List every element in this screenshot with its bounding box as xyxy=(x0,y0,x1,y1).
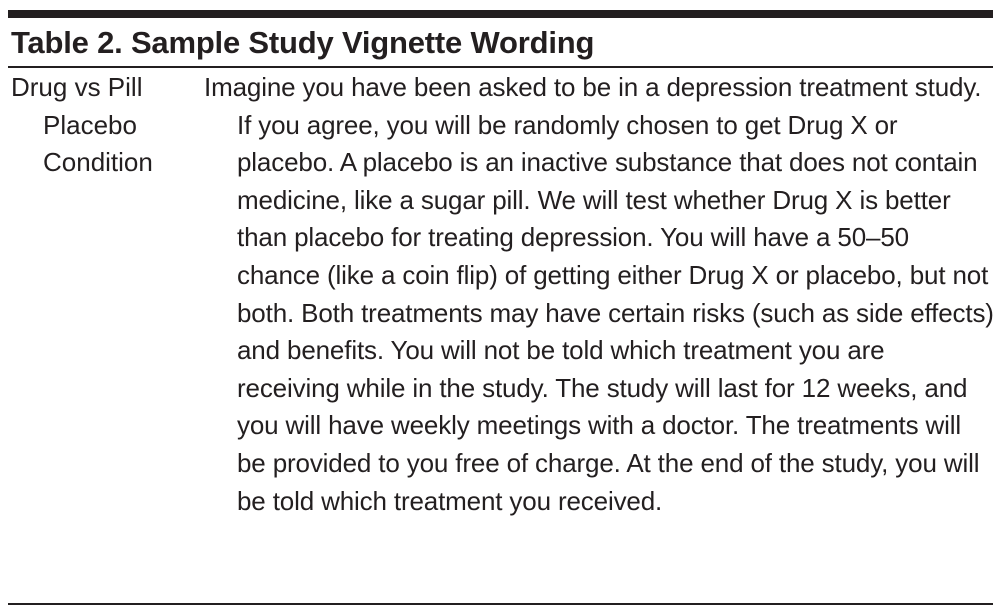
condition-cell: Drug vs Pill Placebo Condition xyxy=(11,72,153,178)
title-rule xyxy=(8,66,993,68)
vignette-cell: Imagine you have been asked to be in a depression treatment study. If you agree, you will be randomly chosen to get Drug X or placebo. A placebo is an inactive substance that does not contain medicine, like a sugar pill. We will test whether Drug X is better than placebo for treating depression. You will have a 50–50 chance (like a coin flip) of getting either Drug X or placebo, but not both. Both treatments may have certain risks (such as side effects) and benefits. You will not be told which treatment you are receiving while in the study. The study will last for 12 weeks, and you will have weekly meetings with a doctor. The treatments will be provided to you free of charge. At the end of the study, you will be told which treatment you received. xyxy=(204,72,994,516)
top-rule xyxy=(8,10,993,18)
table-title: Table 2. Sample Study Vignette Wording xyxy=(11,25,595,60)
bottom-rule xyxy=(8,603,993,605)
